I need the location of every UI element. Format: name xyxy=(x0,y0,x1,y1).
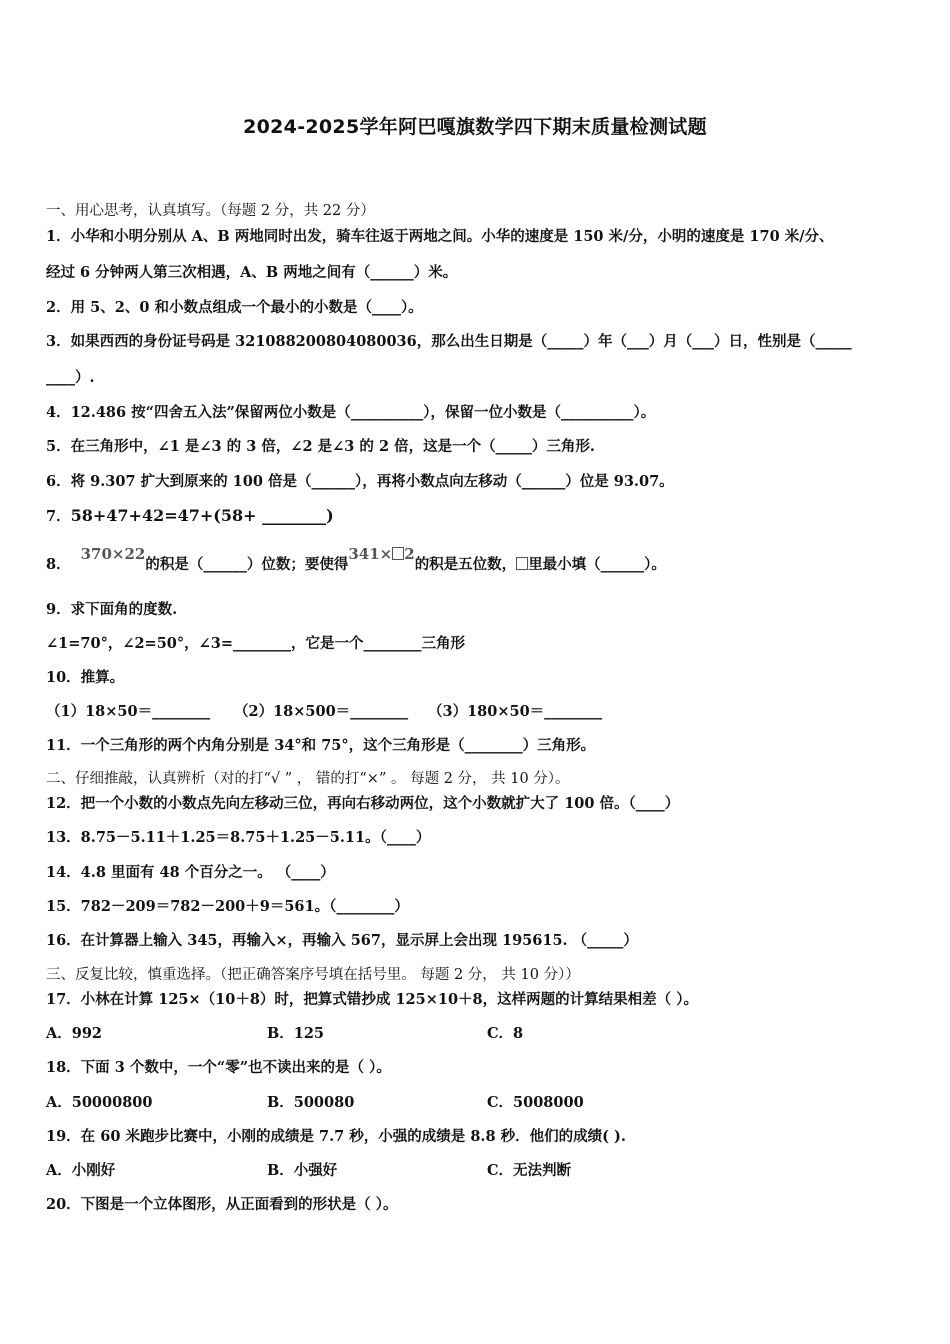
question-19-option-a: A．小刚好 xyxy=(46,1162,116,1179)
question-13: 13．8.75－5.11＋1.25＝8.75＋1.25－5.11。（____） xyxy=(46,829,431,846)
question-12: 12．把一个小数的小数点先向左移动三位，再向右移动两位，这个小数就扩大了 100 倍。（____） xyxy=(46,795,680,812)
question-20: 20．下图是一个立体图形，从正面看到的形状是（ ）。 xyxy=(46,1196,398,1213)
question-17-option-b: B．125 xyxy=(267,1025,325,1042)
section2-heading: 二、仔细推敲，认真辨析（对的打“√ ” ， 错的打“×” 。 每题 2 分， 共 10 分）。 xyxy=(46,771,570,787)
question-17-option-c: C．8 xyxy=(487,1025,524,1042)
question-8-formula-1: 370×22 xyxy=(80,545,146,563)
question-14: 14．4.8 里面有 48 个百分之一。 （____） xyxy=(46,864,335,881)
question-18-option-b: B．500080 xyxy=(267,1094,355,1111)
question-7-expression: 58+47+42=47+(58+ ________) xyxy=(70,506,334,525)
question-10-part-2: （2）18×500＝________ xyxy=(234,703,409,720)
question-3-line2: ____）. xyxy=(46,369,95,386)
question-18: 18．下面 3 个数中，一个“零”也不读出来的是（ ）。 xyxy=(46,1059,391,1076)
question-18-option-a: A．50000800 xyxy=(46,1094,153,1111)
question-19-option-c: C．无法判断 xyxy=(487,1162,572,1179)
blank-box-icon xyxy=(392,547,404,560)
question-5: 5．在三角形中，∠1 是∠3 的 3 倍，∠2 是∠3 的 2 倍，这是一个（_____）三角形. xyxy=(46,438,595,455)
question-8-formula-2-left: 341× xyxy=(348,545,393,563)
question-16: 16．在计算器上输入 345，再输入×，再输入 567，显示屏上会出现 195615. （_____） xyxy=(46,932,638,949)
question-19: 19．在 60 米跑步比赛中，小刚的成绩是 7.7 秒，小强的成绩是 8.8 秒．他们的成绩( ). xyxy=(46,1128,626,1145)
question-9: 9．求下面角的度数. xyxy=(46,601,178,618)
question-10-part-3: （3）180×50＝________ xyxy=(428,703,603,720)
question-8-text-2a: 的积是五位数， xyxy=(414,556,517,573)
question-11: 11．一个三角形的两个内角分别是 34°和 75°，这个三角形是（________）三角形。 xyxy=(46,737,596,754)
question-10: 10．推算。 xyxy=(46,669,125,686)
section3-heading: 三、反复比较，慎重选择。（把正确答案序号填在括号里。 每题 2 分， 共 10 分）） xyxy=(46,967,580,983)
page-title: 2024-2025学年阿巴嘎旗数学四下期末质量检测试题 xyxy=(243,116,707,138)
question-9-line2: ∠1=70°，∠2=50°，∠3=________，它是一个________三角形 xyxy=(46,635,466,652)
question-8-formula-2-right: 2 xyxy=(404,545,415,563)
question-2: 2．用 5、2、0 和小数点组成一个最小的小数是（____）。 xyxy=(46,299,423,316)
question-4: 4．12.486 按“四舍五入法”保留两位小数是（__________），保留一位小数是（__________）。 xyxy=(46,404,656,421)
question-8-number: 8． xyxy=(46,556,71,573)
question-18-option-c: C．5008000 xyxy=(487,1094,584,1111)
blank-box-icon xyxy=(516,557,528,570)
question-8-text-2b: 里最小填（______）。 xyxy=(528,556,666,573)
question-7 xyxy=(46,506,334,527)
question-8-formula-2 xyxy=(348,544,414,564)
question-17-option-a: A．992 xyxy=(46,1025,103,1042)
question-17: 17．小林在计算 125×（10＋8）时，把算式错抄成 125×10＋8，这样两题的计算结果相差（ ）。 xyxy=(46,991,698,1008)
question-10-part-1: （1）18×50＝________ xyxy=(46,703,211,720)
question-1-line2: 经过 6 分钟两人第三次相遇，A、B 两地之间有（______）米。 xyxy=(46,264,458,281)
question-3-line1: 3．如果西西的身份证号码是 321088200804080036，那么出生日期是（_____）年（___）月（___）日，性别是（_____ xyxy=(46,333,852,350)
question-7-number: 7． xyxy=(46,508,71,525)
question-8 xyxy=(46,545,666,575)
question-19-option-b: B．小强好 xyxy=(267,1162,338,1179)
section1-heading: 一、用心思考，认真填写。（每题 2 分，共 22 分） xyxy=(46,203,375,219)
question-1-line1: 1．小华和小明分别从 A、B 两地同时出发，骑车往返于两地之间。小华的速度是 150 米/分，小明的速度是 170 米/分、 xyxy=(46,228,834,245)
question-15: 15．782－209＝782－200＋9＝561。（________） xyxy=(46,898,409,915)
question-8-text-1: 的积是（______）位数；要使得 xyxy=(145,556,349,573)
question-6: 6．将 9.307 扩大到原来的 100 倍是（______），再将小数点向左移动（______）位是 93.07。 xyxy=(46,473,674,490)
